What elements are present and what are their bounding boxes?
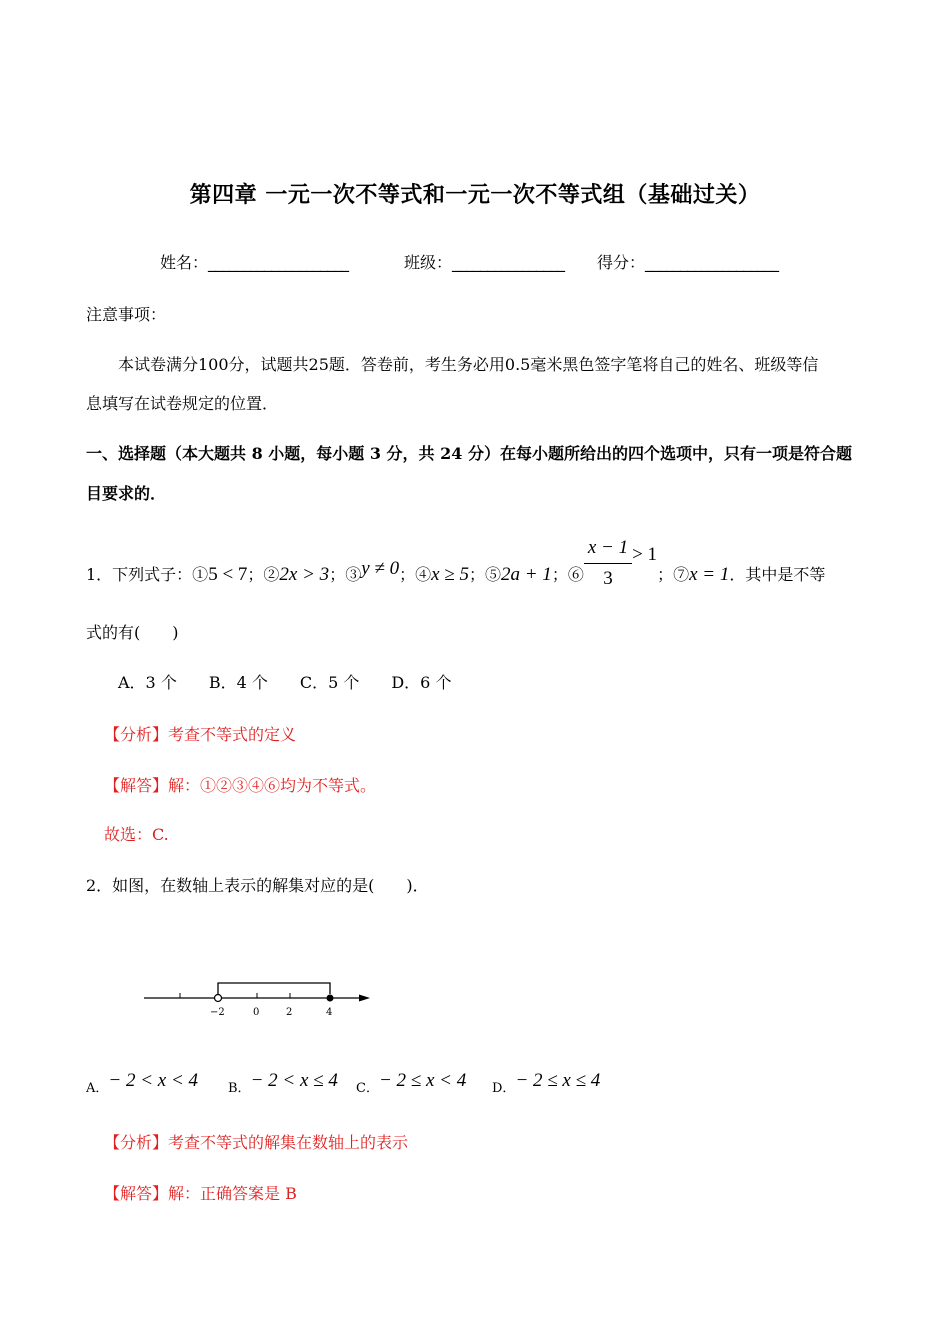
option-d	[492, 1070, 601, 1098]
notice-heading: 注意事项：	[86, 305, 167, 324]
tick-label-0: 0	[253, 1007, 260, 1018]
question-1-stem	[86, 537, 826, 606]
class-label: 班级：	[404, 253, 453, 272]
name-label: 姓名：	[160, 253, 209, 272]
q1-prefix: 1．下列式子：①	[86, 565, 209, 584]
q1-expr-2: 2x > 3	[279, 564, 330, 585]
question-1-answer: 【解答】解：①②③④⑥均为不等式。	[104, 776, 377, 795]
option-a	[86, 1070, 199, 1098]
solution-bracket	[218, 983, 330, 994]
class-field	[404, 250, 564, 273]
q1-expr-4: x ≥ 5	[431, 564, 469, 585]
option-a-expr: − 2 < x < 4	[108, 1070, 199, 1091]
question-1-choice: 故选：C.	[104, 825, 169, 844]
q1-sep-6: ；⑥	[551, 565, 584, 584]
number-line-arrow	[359, 995, 370, 1002]
question-1-options: A．3 个 B．4 个 C．5 个 D．6 个	[118, 673, 452, 692]
closed-endpoint-4	[327, 995, 334, 1002]
q1-sep-5: ；⑤	[468, 565, 501, 584]
option-c-expr: − 2 ≤ x < 4	[378, 1070, 467, 1091]
score-blank: ___________________	[645, 253, 779, 272]
q1-fraction-denominator: 3	[603, 568, 613, 589]
tick-label-4: 4	[326, 1007, 333, 1018]
option-d-expr: − 2 ≤ x ≤ 4	[515, 1070, 601, 1091]
question-1-stem-line-2: 式的有( )	[86, 623, 179, 642]
tick-label-2: 2	[286, 1007, 293, 1018]
question-2-answer: 【解答】解：正确答案是 B	[104, 1184, 297, 1203]
option-d-label: D．	[492, 1081, 516, 1096]
question-2-stem: 2．如图，在数轴上表示的解集对应的是( )．	[86, 876, 429, 895]
question-1-analysis: 【分析】考查不等式的定义	[104, 725, 297, 744]
option-b	[228, 1070, 338, 1098]
q1-sep-3: ；③	[329, 565, 362, 584]
q1-fraction-numerator: x − 1	[584, 533, 632, 564]
q1-sep-7: ；⑦	[657, 565, 690, 584]
q1-fraction	[584, 533, 632, 594]
option-b-expr: − 2 < x ≤ 4	[250, 1070, 338, 1091]
q1-suffix: ．其中是不等	[729, 565, 826, 584]
name-field	[160, 250, 348, 273]
page-title: 第四章 一元一次不等式和一元一次不等式组（基础过关）	[189, 183, 761, 208]
score-field	[597, 250, 778, 273]
open-endpoint-minus-2	[215, 995, 222, 1002]
q1-expr-7: x = 1	[689, 564, 730, 585]
q1-expr-3: y ≠ 0	[361, 558, 400, 579]
section-heading-line-1: 一、选择题（本大题共 8 小题，每小题 3 分，共 24 分）在每小题所给出的四个选项中，只有一项是符合题	[86, 444, 852, 463]
class-blank: ________________	[452, 253, 565, 272]
section-heading-line-2: 目要求的．	[86, 484, 167, 503]
name-blank: ____________________	[208, 253, 349, 272]
tick-label-minus-2: −2	[210, 1007, 225, 1018]
q1-sep-4: ；④	[399, 565, 432, 584]
q1-fraction-relation: > 1	[632, 544, 658, 565]
option-c	[356, 1070, 467, 1098]
notice-line-2: 息填写在试卷规定的位置．	[86, 394, 279, 413]
q1-expr-5: 2a + 1	[500, 564, 552, 585]
option-c-label: C．	[356, 1081, 379, 1096]
number-line-figure	[140, 975, 380, 1025]
q1-sep-2: ；②	[247, 565, 280, 584]
score-label: 得分：	[597, 253, 646, 272]
option-b-label: B．	[228, 1081, 251, 1096]
option-a-label: A．	[86, 1081, 109, 1096]
question-2-analysis: 【分析】考查不等式的解集在数轴上的表示	[104, 1133, 409, 1152]
notice-line-1: 本试卷满分100分，试题共25题．答卷前，考生务必用0.5毫米黑色签字笔将自己的姓名、班级等信	[118, 355, 819, 374]
q1-expr-1: 5 < 7	[208, 564, 248, 585]
